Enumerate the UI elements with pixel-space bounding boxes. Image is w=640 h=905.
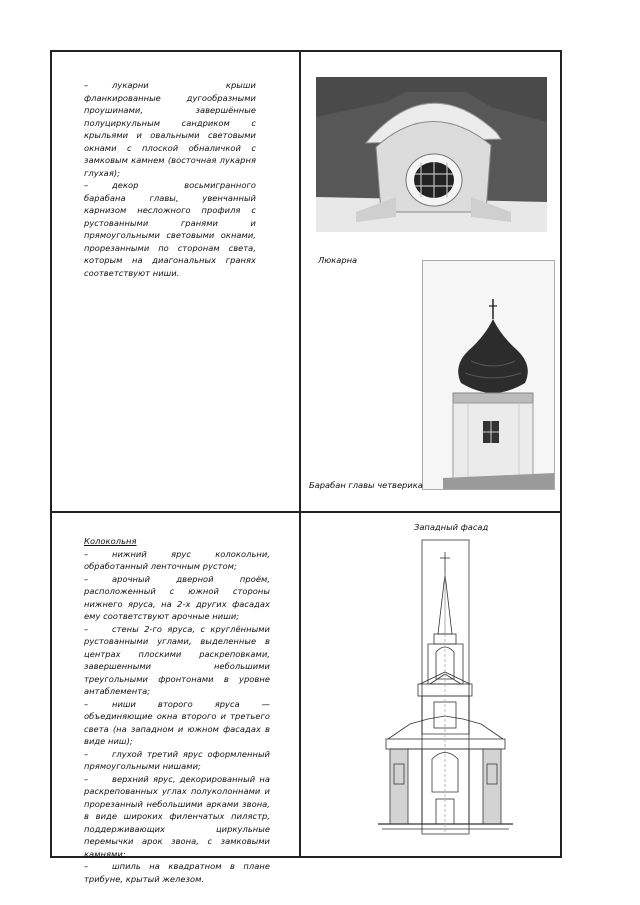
list-item: – нижний ярус колокольни, обработанный ленточным рустом;: [84, 548, 270, 571]
row-divider: [50, 511, 562, 513]
drum-image: [423, 261, 554, 489]
dormer-photo: [316, 77, 547, 232]
list-item: – стены 2-го яруса, с круглёнными рустованными углами, выделенные в центрах плоскими раскреповками, завершенными небольшими треугольными фронтонами в уровне антаблемента;: [84, 623, 270, 696]
list-item: – арочный дверной проём, расположенный с южной стороны нижнего яруса, на 2-х других фасадах ему соответствуют арочные ниши;: [84, 573, 270, 621]
list-item: – глухой третий ярус оформленный прямоугольными нишами;: [84, 748, 270, 771]
column-divider: [299, 50, 301, 858]
drum-caption: Барабан главы четверика: [309, 480, 423, 490]
list-item: – шпиль на квадратном в плане трибуне, крытый железом.: [84, 861, 270, 884]
list-item: – ниши второго яруса — объединяющие окна второго и третьего света (на западном и южном фасадах в виде ниш);: [84, 698, 270, 746]
bell-tower-text-block: [84, 535, 270, 885]
facade-caption: Западный фасад: [414, 522, 489, 532]
section-title: Колокольня: [84, 536, 137, 546]
list-item: – верхний ярус, декорированный на раскрепованных углах полуколоннами и прорезанный небольшими арками звона, в виде широких филенчатых пилястр, поддерживающих циркульные перемычки арок звона, с замковыми камнями;: [84, 773, 270, 859]
dormer-caption: Люкарна: [318, 255, 358, 265]
top-text-block: [84, 79, 256, 279]
west-facade-drawing: [378, 534, 513, 839]
paragraph: – декор восьмигранного барабана главы, увенчанный карнизом несложного профиля с рустованными гранями и прямоугольными световыми окнами, прорезанными по сторонам света, которым на диагональных гранях соответствуют ниши.: [84, 180, 256, 278]
drum-photo: [422, 260, 555, 490]
paragraph: – лукарни крыши фланкированные дугообразными проушинами, завершённые полуциркульным сандриком с крыльями и овальными световыми окнами с плоской обналичкой с замковым камнем (восточная лукарня глухая);: [84, 80, 256, 178]
dormer-image: [316, 77, 547, 232]
